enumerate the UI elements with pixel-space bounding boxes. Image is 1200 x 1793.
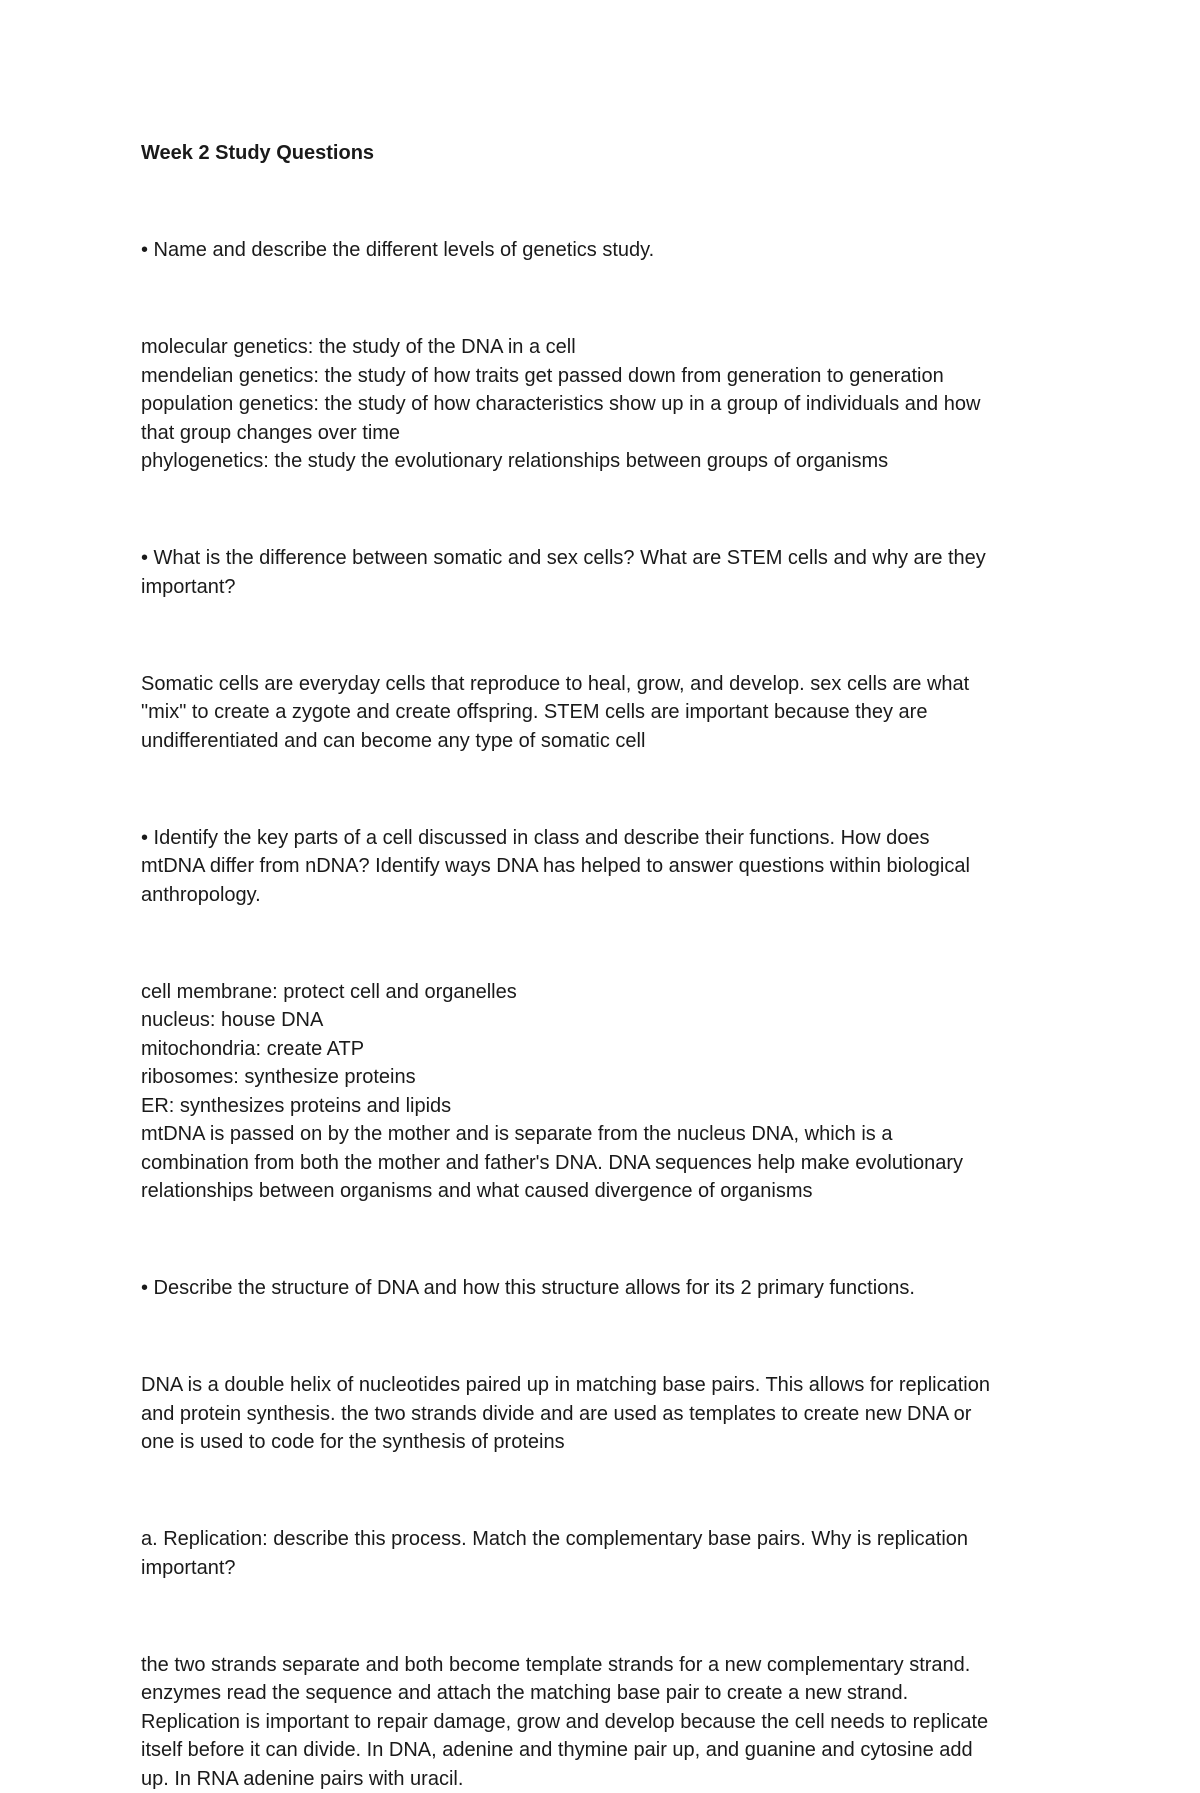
answer-line: one is used to code for the synthesis of proteins	[141, 1428, 1071, 1457]
blank-line	[141, 1477, 1071, 1506]
question-line: • Describe the structure of DNA and how this structure allows for its 2 primary functions.	[141, 1274, 1071, 1303]
answer-line: DNA is a double helix of nucleotides paired up in matching base pairs. This allows for replication	[141, 1371, 1071, 1400]
blank-line	[141, 1226, 1071, 1255]
answer-line: ER: synthesizes proteins and lipids	[141, 1092, 1071, 1121]
question-line: • Name and describe the different levels of genetics study.	[141, 236, 1071, 265]
question-line: a. Replication: describe this process. Match the complementary base pairs. Why is replication	[141, 1525, 1071, 1554]
question-line: • What is the difference between somatic and sex cells? What are STEM cells and why are they	[141, 544, 1071, 573]
answer-line: important?	[141, 1554, 1071, 1583]
answer-line: molecular genetics: the study of the DNA in a cell	[141, 333, 1071, 362]
answer-line: phylogenetics: the study the evolutionary relationships between groups of organisms	[141, 447, 1071, 476]
answer-line: relationships between organisms and what caused divergence of organisms	[141, 1177, 1071, 1206]
blank-line	[141, 1323, 1071, 1352]
answer-line: cell membrane: protect cell and organelles	[141, 978, 1071, 1007]
blank-line	[141, 621, 1071, 650]
answer-line: anthropology.	[141, 881, 1071, 910]
answer-line: undifferentiated and can become any type of somatic cell	[141, 727, 1071, 756]
answer-line: that group changes over time	[141, 419, 1071, 448]
answer-line: "mix" to create a zygote and create offspring. STEM cells are important because they are	[141, 698, 1071, 727]
answer-line: combination from both the mother and father's DNA. DNA sequences help make evolutionary	[141, 1149, 1071, 1178]
answer-line: the two strands separate and both become template strands for a new complementary strand.	[141, 1651, 1071, 1680]
blank-line	[141, 188, 1071, 217]
blank-line	[141, 285, 1071, 314]
answer-line: nucleus: house DNA	[141, 1006, 1071, 1035]
answer-line: itself before it can divide. In DNA, adenine and thymine pair up, and guanine and cytosine add	[141, 1736, 1071, 1765]
document-page	[141, 139, 1071, 1793]
answer-line: ribosomes: synthesize proteins	[141, 1063, 1071, 1092]
answer-line: mendelian genetics: the study of how traits get passed down from generation to generation	[141, 362, 1071, 391]
answer-line: Somatic cells are everyday cells that reproduce to heal, grow, and develop. sex cells are what	[141, 670, 1071, 699]
question-line: • Identify the key parts of a cell discussed in class and describe their functions. How does	[141, 824, 1071, 853]
answer-line: and protein synthesis. the two strands divide and are used as templates to create new DNA or	[141, 1400, 1071, 1429]
blank-line	[141, 1602, 1071, 1631]
answer-line: Replication is important to repair damage, grow and develop because the cell needs to replicate	[141, 1708, 1071, 1737]
answer-line: population genetics: the study of how characteristics show up in a group of individuals and how	[141, 390, 1071, 419]
blank-line	[141, 496, 1071, 525]
document-body	[141, 188, 1071, 1793]
answer-line: up. In RNA adenine pairs with uracil.	[141, 1765, 1071, 1793]
blank-line	[141, 775, 1071, 804]
answer-line: enzymes read the sequence and attach the matching base pair to create a new strand.	[141, 1679, 1071, 1708]
answer-line: mtDNA is passed on by the mother and is separate from the nucleus DNA, which is a	[141, 1120, 1071, 1149]
blank-line	[141, 929, 1071, 958]
document-title: Week 2 Study Questions	[141, 139, 1071, 168]
answer-line: important?	[141, 573, 1071, 602]
answer-line: mtDNA differ from nDNA? Identify ways DNA has helped to answer questions within biological	[141, 852, 1071, 881]
answer-line: mitochondria: create ATP	[141, 1035, 1071, 1064]
